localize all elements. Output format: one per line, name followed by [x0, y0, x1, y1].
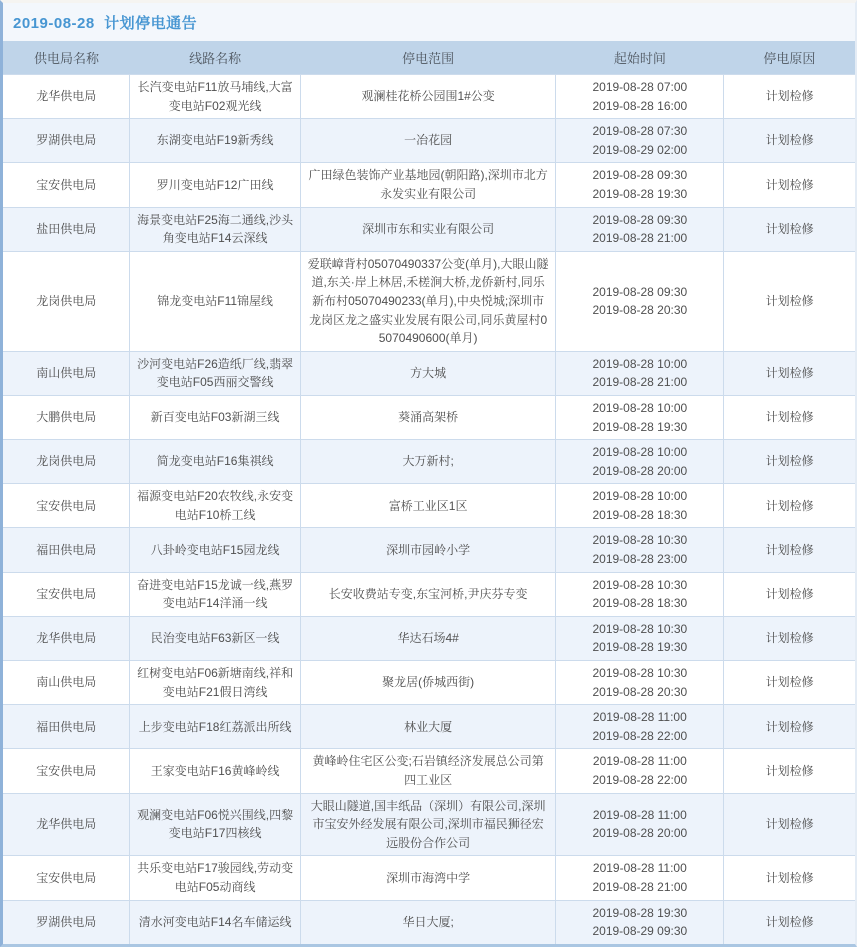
- end-time: 2019-08-29 02:00: [592, 142, 688, 157]
- cell-scope: 广田绿色装饰产业基地园(朝阳路),深圳市北方永发实业有限公司: [300, 163, 556, 207]
- column-header-bureau: 供电局名称: [3, 41, 130, 75]
- end-time: 2019-08-28 16:00: [592, 98, 688, 113]
- cell-scope: 富桥工业区1区: [300, 484, 556, 528]
- cell-reason: 计划检修: [724, 749, 855, 793]
- table-row: [3, 75, 855, 119]
- cell-bureau: 龙岗供电局: [3, 440, 130, 484]
- cell-line: 锦龙变电站F11锦屋线: [130, 251, 300, 351]
- cell-reason: 计划检修: [724, 395, 855, 439]
- end-time: 2019-08-28 21:00: [592, 375, 688, 390]
- cell-time: [556, 856, 724, 900]
- end-time: 2019-08-28 20:30: [592, 684, 688, 699]
- table-row: [3, 856, 855, 900]
- table-row: [3, 351, 855, 395]
- end-time: 2019-08-28 19:30: [592, 186, 688, 201]
- start-time: 2019-08-28 07:00: [592, 80, 688, 94]
- outage-table: [3, 41, 855, 944]
- cell-reason: 计划检修: [724, 163, 855, 207]
- start-time: 2019-08-28 09:30: [592, 284, 688, 299]
- end-time: 2019-08-28 18:30: [592, 507, 688, 522]
- cell-line: 福源变电站F20农牧线,永安变电站F10桥工线: [130, 484, 300, 528]
- cell-reason: 计划检修: [724, 528, 855, 572]
- cell-line: 观澜变电站F06悦兴围线,四黎变电站F17四核线: [130, 793, 300, 856]
- cell-line: 共乐变电站F17骏园线,劳动变电站F05动商线: [130, 856, 300, 900]
- start-time: 2019-08-28 10:00: [592, 445, 688, 460]
- end-time: 2019-08-28 20:30: [592, 303, 688, 318]
- cell-reason: 计划检修: [724, 900, 855, 944]
- cell-scope: 聚龙居(侨城西街): [300, 661, 556, 705]
- cell-bureau: 宝安供电局: [3, 163, 130, 207]
- cell-bureau: 龙华供电局: [3, 75, 130, 119]
- cell-time: [556, 351, 724, 395]
- cell-line: 王家变电站F16黄峰岭线: [130, 749, 300, 793]
- cell-time: [556, 572, 724, 616]
- cell-line: 八卦岭变电站F15园龙线: [130, 528, 300, 572]
- cell-line: 民治变电站F63新区一线: [130, 616, 300, 660]
- end-time: 2019-08-28 20:00: [592, 463, 688, 478]
- cell-time: [556, 440, 724, 484]
- cell-scope: 深圳市东和实业有限公司: [300, 207, 556, 251]
- cell-time: [556, 75, 724, 119]
- start-time: 2019-08-28 10:30: [592, 621, 688, 636]
- start-time: 2019-08-28 10:00: [592, 400, 688, 415]
- cell-line: 红树变电站F06新塘南线,祥和变电站F21假日湾线: [130, 661, 300, 705]
- table-header-row: [3, 41, 855, 75]
- start-time: 2019-08-28 10:30: [592, 666, 688, 681]
- cell-scope: 华达石场4#: [300, 616, 556, 660]
- cell-scope: 葵涌高架桥: [300, 395, 556, 439]
- table-header: [3, 41, 855, 75]
- end-time: 2019-08-28 21:00: [592, 879, 688, 894]
- cell-scope: 观澜桂花桥公园围1#公变: [300, 75, 556, 119]
- cell-scope: 一冶花园: [300, 119, 556, 163]
- table-row: [3, 395, 855, 439]
- cell-line: 海景变电站F25海二通线,沙头角变电站F14云深线: [130, 207, 300, 251]
- cell-time: [556, 661, 724, 705]
- cell-time: [556, 251, 724, 351]
- cell-time: [556, 749, 724, 793]
- start-time: 2019-08-28 11:00: [592, 754, 687, 769]
- cell-line: 新百变电站F03新湖三线: [130, 395, 300, 439]
- cell-line: 沙河变电站F26造纸厂线,翡翠变电站F05西丽交警线: [130, 351, 300, 395]
- end-time: 2019-08-28 19:30: [592, 640, 688, 655]
- column-header-line: 线路名称: [130, 41, 300, 75]
- cell-bureau: 龙华供电局: [3, 616, 130, 660]
- start-time: 2019-08-28 10:30: [592, 577, 688, 592]
- column-header-reason: 停电原因: [724, 41, 855, 75]
- end-time: 2019-08-28 19:30: [592, 419, 688, 434]
- end-time: 2019-08-28 22:00: [592, 773, 688, 787]
- cell-scope: 深圳市海湾中学: [300, 856, 556, 900]
- cell-bureau: 南山供电局: [3, 661, 130, 705]
- table-body: [3, 75, 855, 944]
- cell-bureau: 福田供电局: [3, 528, 130, 572]
- table-row: [3, 119, 855, 163]
- column-header-scope: 停电范围: [300, 41, 556, 75]
- cell-line: 清水河变电站F14名车储运线: [130, 900, 300, 944]
- cell-scope: 爱联嶂背村05070490337公变(单月),大眼山隧道,东关·岸上林居,禾槎涧大桥,龙侨新村,同乐新布村05070490233(单月),中央悦城;深圳市龙岗区龙之盛实业发展有限公司,同乐黄屋村05070490600(单月): [300, 251, 556, 351]
- cell-scope: 方大城: [300, 351, 556, 395]
- end-time: 2019-08-28 20:00: [592, 826, 688, 841]
- start-time: 2019-08-28 10:30: [592, 533, 688, 548]
- table-row: [3, 207, 855, 251]
- start-time: 2019-08-28 09:30: [592, 212, 688, 227]
- cell-bureau: 宝安供电局: [3, 484, 130, 528]
- table-row: [3, 484, 855, 528]
- cell-reason: 计划检修: [724, 705, 855, 749]
- table-row: [3, 749, 855, 793]
- cell-line: 东湖变电站F19新秀线: [130, 119, 300, 163]
- cell-time: [556, 119, 724, 163]
- cell-bureau: 大鹏供电局: [3, 395, 130, 439]
- cell-scope: 长安收费站专变,东宝河桥,尹庆芬专变: [300, 572, 556, 616]
- cell-line: 奋进变电站F15龙诚一线,燕罗变电站F14洋涌一线: [130, 572, 300, 616]
- cell-line: 简龙变电站F16集祺线: [130, 440, 300, 484]
- end-time: 2019-08-28 18:30: [592, 596, 688, 611]
- cell-line: 上步变电站F18红荔派出所线: [130, 705, 300, 749]
- cell-scope: 华日大厦;: [300, 900, 556, 944]
- cell-time: [556, 705, 724, 749]
- cell-reason: 计划检修: [724, 440, 855, 484]
- cell-reason: 计划检修: [724, 119, 855, 163]
- start-time: 2019-08-28 19:30: [592, 905, 688, 920]
- start-time: 2019-08-28 10:00: [592, 489, 688, 504]
- start-time: 2019-08-28 09:30: [592, 168, 688, 183]
- table-row: [3, 705, 855, 749]
- cell-line: 长汽变电站F11放马埔线,大富变电站F02观光线: [130, 75, 300, 119]
- table-row: [3, 251, 855, 351]
- start-time: 2019-08-28 11:00: [592, 861, 687, 876]
- cell-reason: 计划检修: [724, 351, 855, 395]
- cell-bureau: 宝安供电局: [3, 572, 130, 616]
- cell-scope: 黄峰岭住宅区公变;石岩镇经济发展总公司第四工业区: [300, 749, 556, 793]
- cell-bureau: 龙华供电局: [3, 793, 130, 856]
- cell-bureau: 宝安供电局: [3, 749, 130, 793]
- cell-time: [556, 528, 724, 572]
- cell-time: [556, 207, 724, 251]
- cell-bureau: 南山供电局: [3, 351, 130, 395]
- cell-line: 罗川变电站F12广田线: [130, 163, 300, 207]
- cell-time: [556, 900, 724, 944]
- cell-reason: 计划检修: [724, 75, 855, 119]
- table-row: [3, 616, 855, 660]
- end-time: 2019-08-28 22:00: [592, 728, 688, 743]
- start-time: 2019-08-28 11:00: [592, 807, 687, 822]
- cell-reason: 计划检修: [724, 207, 855, 251]
- table-row: [3, 528, 855, 572]
- cell-time: [556, 484, 724, 528]
- end-time: 2019-08-28 23:00: [592, 552, 688, 567]
- table-row: [3, 572, 855, 616]
- cell-reason: 计划检修: [724, 484, 855, 528]
- cell-reason: 计划检修: [724, 856, 855, 900]
- cell-scope: 深圳市园岭小学: [300, 528, 556, 572]
- start-time: 2019-08-28 07:30: [592, 124, 688, 139]
- table-row: [3, 661, 855, 705]
- cell-bureau: 龙岗供电局: [3, 251, 130, 351]
- cell-bureau: 盐田供电局: [3, 207, 130, 251]
- column-header-start-time: 起始时间: [556, 41, 724, 75]
- table-row: [3, 440, 855, 484]
- cell-reason: 计划检修: [724, 251, 855, 351]
- cell-bureau: 宝安供电局: [3, 856, 130, 900]
- cell-bureau: 罗湖供电局: [3, 900, 130, 944]
- cell-scope: 大眼山隧道,国丰纸品（深圳）有限公司,深圳市宝安外经发展有限公司,深圳市福民狮径宏远股份合作公司: [300, 793, 556, 856]
- cell-reason: 计划检修: [724, 572, 855, 616]
- cell-time: [556, 616, 724, 660]
- start-time: 2019-08-28 10:00: [592, 356, 688, 371]
- table-row: [3, 900, 855, 944]
- cell-reason: 计划检修: [724, 793, 855, 856]
- page-title: 2019-08-28 计划停电通告: [3, 3, 855, 41]
- end-time: 2019-08-28 21:00: [592, 231, 688, 246]
- cell-reason: 计划检修: [724, 616, 855, 660]
- end-time: 2019-08-29 09:30: [592, 924, 688, 939]
- cell-scope: 大万新村;: [300, 440, 556, 484]
- cell-scope: 林业大厦: [300, 705, 556, 749]
- cell-bureau: 罗湖供电局: [3, 119, 130, 163]
- cell-reason: 计划检修: [724, 661, 855, 705]
- start-time: 2019-08-28 11:00: [592, 710, 687, 725]
- cell-time: [556, 395, 724, 439]
- table-row: [3, 793, 855, 856]
- cell-time: [556, 163, 724, 207]
- cell-time: [556, 793, 724, 856]
- table-row: [3, 163, 855, 207]
- cell-bureau: 福田供电局: [3, 705, 130, 749]
